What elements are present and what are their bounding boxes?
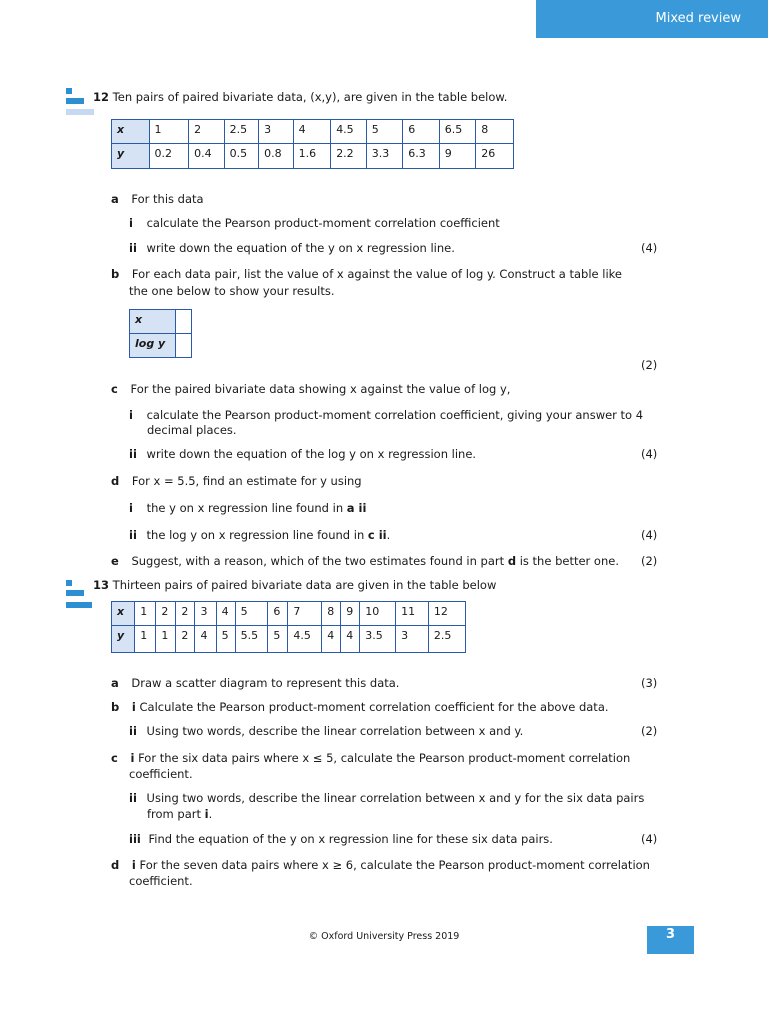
table-cell: 4	[195, 626, 216, 653]
cross-reference: d	[507, 554, 517, 568]
part-label: d	[111, 858, 120, 872]
q13-intro: Thirteen pairs of paired bivariate data are given in the table below	[112, 578, 497, 592]
table-cell: 0.5	[224, 144, 259, 169]
q12cii-text: write down the equation of the log y on x regression line.	[146, 447, 477, 461]
table-cell: 8	[476, 120, 514, 144]
table-cell: 11	[396, 602, 429, 626]
q13di-text-1: For the seven data pairs where x ≥ 6, calculate the Pearson product-moment correlation	[139, 858, 650, 872]
subpart-label: ii	[129, 724, 137, 738]
q12e-text-2: is the better one.	[519, 554, 619, 568]
table-cell: 1	[149, 120, 189, 144]
part-label: c	[111, 751, 118, 765]
sentence-end: .	[386, 528, 391, 542]
table-cell: 4	[293, 120, 331, 144]
subpart-label: ii	[129, 447, 137, 461]
q12-intro: Ten pairs of paired bivariate data, (x,y), are given in the table below.	[112, 90, 508, 104]
question-marker-icon	[66, 88, 94, 118]
part-label: d	[111, 474, 120, 488]
subpart-label: i	[130, 751, 135, 765]
table-cell: 1	[156, 626, 176, 653]
q13b-line	[111, 700, 609, 714]
q13bii-text: Using two words, describe the linear correlation between x and y.	[146, 724, 524, 738]
table-cell: 3.5	[360, 626, 396, 653]
question-marker-icon	[66, 580, 94, 610]
page-number: 3	[647, 926, 694, 954]
table-cell: 0.8	[259, 144, 294, 169]
q12b-line	[111, 267, 622, 281]
table-cell: 3	[195, 602, 216, 626]
q12di-text: the y on x regression line found in	[146, 501, 344, 515]
table-cell: 1.6	[293, 144, 331, 169]
subpart-label: ii	[129, 241, 137, 255]
q12dii-line	[129, 528, 390, 542]
table-cell: 6.5	[439, 120, 476, 144]
marks: (4)	[641, 528, 658, 542]
q12b-template-table	[129, 309, 192, 358]
q12-y-row	[112, 144, 514, 169]
table-cell: 2.2	[331, 144, 367, 169]
q12-intro-line	[93, 90, 507, 104]
empty-cell	[176, 334, 192, 358]
q13cii-text-1: Using two words, describe the linear correlation between x and y for the six data pairs	[146, 791, 645, 805]
table-cell: 5	[235, 602, 268, 626]
q12ci-text-1: calculate the Pearson product-moment correlation coefficient, giving your answer to 4	[146, 408, 644, 422]
q13c-line	[111, 751, 630, 765]
q13di-text-2: coefficient.	[129, 874, 193, 888]
row-header: y	[112, 144, 150, 169]
row-header: y	[112, 626, 135, 653]
q12b-text-2: the one below to show your results.	[129, 284, 335, 298]
table-cell: 26	[476, 144, 514, 169]
q13cii-line	[129, 791, 644, 805]
q13d-line	[111, 858, 650, 872]
q13cii-text-2: from part	[147, 807, 202, 821]
q12di-line	[129, 501, 366, 515]
subpart-label: i	[129, 501, 133, 515]
table-cell: 2	[176, 602, 195, 626]
table-cell: 2	[156, 602, 176, 626]
table-cell: 5.5	[235, 626, 268, 653]
q12aii-text: write down the equation of the y on x regression line.	[146, 241, 455, 255]
table-cell: 2	[189, 120, 225, 144]
table-cell: 9	[439, 144, 476, 169]
q12d-text: For x = 5.5, find an estimate for y using	[131, 474, 362, 488]
table-cell: 6	[268, 602, 288, 626]
table-cell: 10	[360, 602, 396, 626]
table-cell: 3	[259, 120, 294, 144]
q12c-line	[111, 382, 510, 396]
q13bii-line	[129, 724, 523, 738]
q13bi-text: Calculate the Pearson product-moment correlation coefficient for the above data.	[139, 700, 609, 714]
cross-reference: i	[204, 807, 209, 821]
marks: (4)	[641, 241, 658, 255]
subpart-label: i	[131, 700, 136, 714]
table-x-label: x	[130, 310, 176, 334]
part-label: a	[111, 192, 119, 206]
q13ciii-text: Find the equation of the y on x regression line for these six data pairs.	[148, 832, 553, 846]
q12c-text: For the paired bivariate data showing x against the value of log y,	[130, 382, 511, 396]
copyright-footer: © Oxford University Press 2019	[308, 931, 460, 942]
part-label: b	[111, 267, 120, 281]
sentence-end: .	[208, 807, 213, 821]
table-logy-label: log y	[130, 334, 176, 358]
q13-x-row	[112, 602, 466, 626]
section-title: Mixed review	[655, 11, 741, 26]
table-cell: 3	[396, 626, 429, 653]
table-cell: 0.4	[189, 144, 225, 169]
part-label: c	[111, 382, 118, 396]
q13a-text: Draw a scatter diagram to represent this data.	[131, 676, 400, 690]
table-cell: 5	[216, 626, 235, 653]
q12ai-text: calculate the Pearson product-moment correlation coefficient	[146, 216, 500, 230]
q12b-text-1: For each data pair, list the value of x against the value of log y. Construct a table like	[131, 267, 622, 281]
q13ci-text-1: For the six data pairs where x ≤ 5, calculate the Pearson product-moment correlation	[138, 751, 631, 765]
subpart-label: ii	[129, 791, 137, 805]
q12ci-line	[129, 408, 643, 422]
q13a-line	[111, 676, 399, 690]
q12e-line	[111, 554, 619, 568]
table-cell: 3.3	[366, 144, 403, 169]
q12aii-line	[129, 241, 455, 255]
marks: (4)	[641, 832, 658, 846]
section-header-tab	[536, 0, 768, 38]
subpart-label: ii	[129, 528, 137, 542]
q12ai-line	[129, 216, 500, 230]
empty-cell	[176, 310, 192, 334]
q12-data-table	[111, 119, 514, 169]
table-cell: 8	[322, 602, 341, 626]
q12e-text: Suggest, with a reason, which of the two estimates found in part	[131, 554, 505, 568]
part-label: e	[111, 554, 119, 568]
marks: (2)	[641, 724, 658, 738]
row-header: x	[112, 602, 135, 626]
q12-number: 12	[93, 90, 110, 104]
subpart-label: iii	[129, 832, 141, 846]
q13ciii-line	[129, 832, 553, 846]
marks: (3)	[641, 676, 658, 690]
q13-number: 13	[93, 578, 110, 592]
subpart-label: i	[131, 858, 136, 872]
part-label: a	[111, 676, 119, 690]
q13-intro-line	[93, 578, 496, 592]
marks: (4)	[641, 447, 658, 461]
table-cell: 9	[341, 602, 360, 626]
table-cell: 4	[341, 626, 360, 653]
table-cell: 5	[268, 626, 288, 653]
table-cell: 2.5	[428, 626, 465, 653]
q12d-line	[111, 474, 362, 488]
table-cell: 4.5	[288, 626, 322, 653]
q13-data-table	[111, 601, 466, 653]
table-cell: 4	[322, 626, 341, 653]
table-cell: 4	[216, 602, 235, 626]
q13ci-text-2: coefficient.	[129, 767, 193, 781]
q12cii-line	[129, 447, 476, 461]
q12ci-text-2: decimal places.	[147, 423, 237, 437]
table-cell: 6.3	[403, 144, 440, 169]
subpart-label: i	[129, 216, 133, 230]
table-cell: 0.2	[149, 144, 189, 169]
q12a-text: For this data	[131, 192, 204, 206]
cross-reference: a ii	[346, 501, 367, 515]
table-cell: 5	[366, 120, 403, 144]
q13-y-row	[112, 626, 466, 653]
table-cell: 1	[135, 626, 156, 653]
table-cell: 12	[428, 602, 465, 626]
table-cell: 2	[176, 626, 195, 653]
subpart-label: i	[129, 408, 133, 422]
marks: (2)	[641, 358, 658, 372]
row-header: x	[112, 120, 150, 144]
table-cell: 2.5	[224, 120, 259, 144]
part-label: b	[111, 700, 120, 714]
table-cell: 4.5	[331, 120, 367, 144]
q12-x-row	[112, 120, 514, 144]
marks: (2)	[641, 554, 658, 568]
q13cii-line-2	[147, 807, 212, 821]
table-cell: 1	[135, 602, 156, 626]
cross-reference: c ii	[367, 528, 387, 542]
table-cell: 7	[288, 602, 322, 626]
q12dii-text: the log y on x regression line found in	[146, 528, 365, 542]
table-cell: 6	[403, 120, 440, 144]
q12a-line	[111, 192, 204, 206]
